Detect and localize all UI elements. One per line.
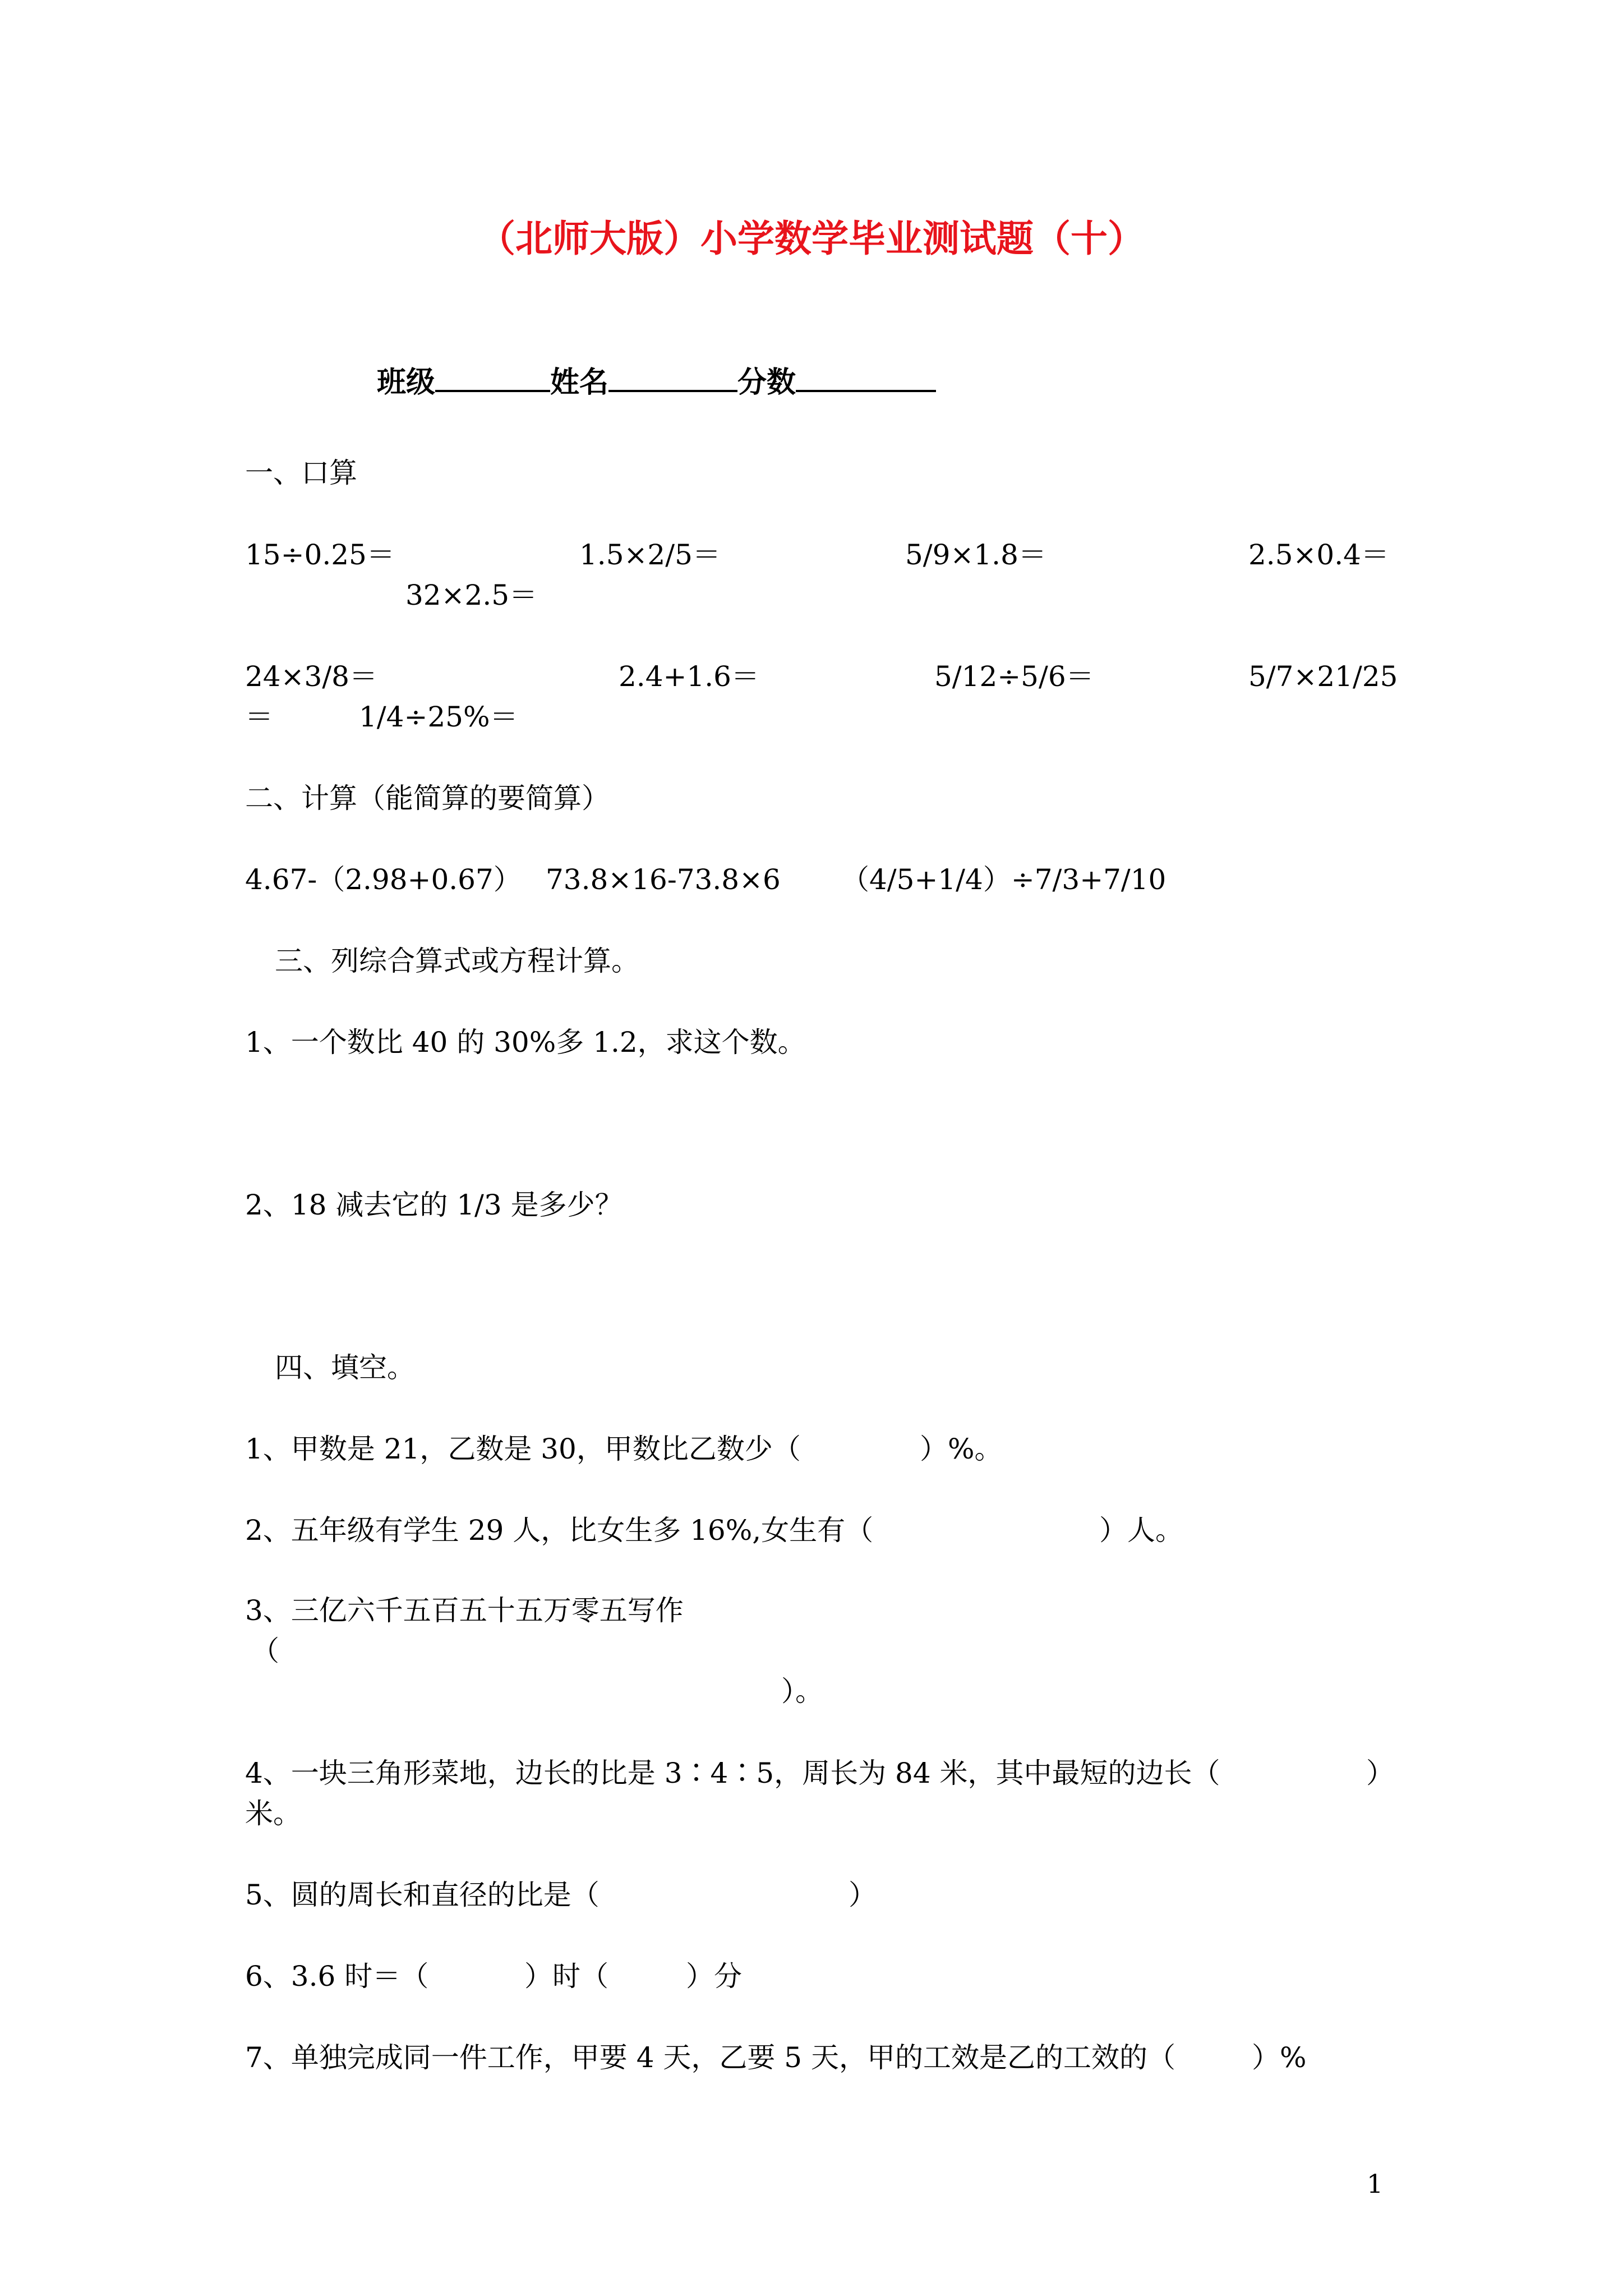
fill-question-6-mid: ）时（ [524, 1960, 608, 1993]
fill-question-1-end: ）%。 [920, 1433, 1003, 1465]
oral-item: 2.5×0.4＝ [1248, 539, 1389, 571]
oral-item: 32×2.5＝ [405, 579, 538, 611]
fill-question-3-open: （ [251, 1635, 279, 1667]
fill-question-2-end: ）人。 [1099, 1514, 1183, 1547]
calc-item: 73.8×16-73.8×6 [546, 863, 781, 896]
score-blank[interactable] [796, 362, 936, 392]
oral-item: 2.4+1.6＝ [619, 660, 759, 693]
class-label: 班级 [377, 365, 436, 399]
name-label: 姓名 [550, 365, 609, 399]
oral-item-continuation: ＝ [245, 701, 273, 733]
oral-item: 5/12÷5/6＝ [934, 660, 1094, 693]
fill-question-5: 5、圆的周长和直径的比是（ [245, 1879, 600, 1911]
fill-question-3: 3、三亿六千五百五十五万零五写作 [245, 1594, 684, 1627]
fill-question-6: 6、3.6 时＝（ [245, 1960, 429, 1993]
class-blank[interactable] [435, 362, 550, 392]
page-title: （北师大版）小学数学毕业测试题（十） [478, 217, 1145, 260]
fill-question-7-end: ）% [1252, 2041, 1307, 2074]
word-problem: 2、18 减去它的 1/3 是多少？ [245, 1189, 623, 1221]
fill-question-4: 4、一块三角形菜地，边长的比是 3∶4∶5，周长为 84 米，其中最短的边长（ [245, 1757, 1220, 1789]
oral-item: 1.5×2/5＝ [579, 539, 721, 571]
section-1-heading: 一、口算 [245, 457, 357, 489]
page-number: 1 [1367, 2169, 1384, 2199]
oral-item: 5/9×1.8＝ [905, 539, 1046, 571]
fill-question-1: 1、甲数是 21，乙数是 30，甲数比乙数少（ [245, 1433, 801, 1465]
oral-item: 5/7×21/25 [1248, 660, 1398, 693]
fill-question-4-close: ） [1366, 1757, 1394, 1789]
student-info-line [377, 362, 936, 401]
fill-question-6-end: ）分 [686, 1960, 742, 1993]
section-3-heading: 三、列综合算式或方程计算。 [275, 945, 639, 977]
word-problem: 1、一个数比 40 的 30%多 1.2，求这个数。 [245, 1026, 806, 1059]
fill-question-4-end: 米。 [245, 1797, 301, 1830]
oral-item: 24×3/8＝ [245, 660, 377, 693]
calc-item: （4/5+1/4）÷7/3+7/10 [841, 863, 1166, 896]
fill-question-3-end: ）。 [781, 1675, 823, 1708]
calc-item: 4.67-（2.98+0.67） [245, 863, 522, 896]
score-label: 分数 [737, 365, 796, 399]
oral-item: 1/4÷25%＝ [359, 701, 518, 733]
fill-question-5-end: ） [849, 1879, 877, 1911]
fill-question-7: 7、单独完成同一件工作，甲要 4 天，乙要 5 天，甲的工效是乙的工效的（ [245, 2041, 1176, 2074]
name-blank[interactable] [608, 362, 737, 392]
section-2-heading: 二、计算（能简算的要简算） [245, 782, 610, 815]
oral-item: 15÷0.25＝ [245, 539, 395, 571]
section-4-heading: 四、填空。 [275, 1351, 415, 1384]
fill-question-2: 2、五年级有学生 29 人，比女生多 16%,女生有（ [245, 1514, 874, 1547]
